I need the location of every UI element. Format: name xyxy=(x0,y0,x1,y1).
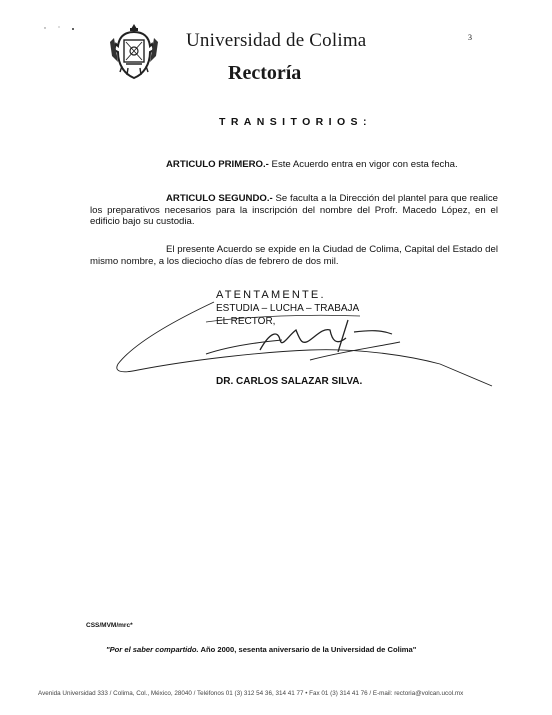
footer-address: Avenida Universidad 333 / Colima, Col., México, 28040 / Teléfonos 01 (3) 312 54 36, 314 41 77 • Fax 01 (3) 314 41 76 / E-mail: rectoria@volcan.ucol.mx xyxy=(38,690,464,697)
reference-initials: CSS/MVM/mrc* xyxy=(86,622,133,629)
motto: ESTUDIA – LUCHA – TRABAJA xyxy=(216,303,360,314)
footer-slogan xyxy=(106,645,416,654)
office-name: Rectoría xyxy=(228,62,302,84)
handwritten-signature xyxy=(110,290,500,390)
article-2-text: Se faculta a la Dirección del plantel para que realice los preparativos necesarios para la inscripción del nombre del Profr. Macedo López, en el edificio bajo su custodia. xyxy=(90,193,498,228)
slogan-italic: "Por el saber compartido. xyxy=(106,645,199,654)
article-1-text: Este Acuerdo entra en vigor con esta fecha. xyxy=(268,159,458,170)
article-1 xyxy=(166,159,506,171)
signer-name: DR. CARLOS SALAZAR SILVA. xyxy=(216,376,363,387)
signer-title: EL RECTOR, xyxy=(216,316,276,327)
article-2 xyxy=(90,193,498,228)
page-number: 3 xyxy=(468,33,472,42)
valediction: ATENTAMENTE. xyxy=(216,289,326,301)
article-2-label: ARTICULO SEGUNDO.- xyxy=(166,193,273,204)
closing-paragraph: El presente Acuerdo se expide en la Ciudad de Colima, Capital del Estado del mismo nombre, a los dieciocho días de febrero de dos mil. xyxy=(90,244,498,267)
slogan-rest: Año 2000, sesenta aniversario de la Universidad de Colima" xyxy=(198,645,417,654)
university-name: Universidad de Colima xyxy=(186,30,367,51)
article-1-label: ARTICULO PRIMERO.- xyxy=(166,159,269,170)
university-seal-icon xyxy=(108,20,160,82)
section-heading: TRANSITORIOS: xyxy=(219,116,372,128)
scan-specks xyxy=(42,22,82,32)
